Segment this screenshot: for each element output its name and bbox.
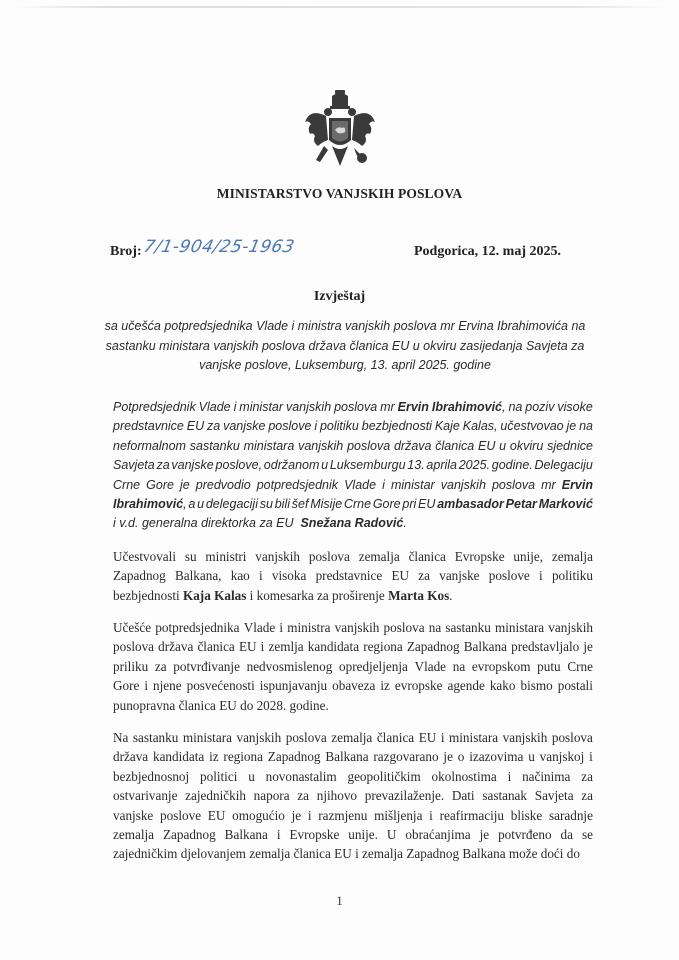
word: je	[291, 807, 302, 823]
word: kandidata	[152, 749, 205, 765]
word: članica	[376, 730, 415, 745]
word: 2025.	[458, 458, 491, 473]
word: ministra	[287, 620, 331, 635]
word: Gore	[146, 477, 174, 492]
word: poslova	[308, 549, 350, 564]
word: delegaciji	[205, 496, 258, 511]
word: kako	[489, 678, 516, 694]
paragraph-line	[113, 747, 593, 766]
word: i	[314, 419, 318, 434]
word: za	[154, 658, 167, 674]
word: agende	[447, 678, 485, 694]
word: EU	[238, 639, 257, 655]
word: unije,	[513, 549, 544, 564]
word: poslove	[268, 419, 312, 434]
word: vanjskih	[285, 400, 332, 414]
word: ministri	[205, 549, 247, 564]
word: poslova	[113, 639, 155, 655]
word: vanjskih	[440, 477, 486, 492]
paragraph-discussion	[113, 728, 593, 864]
word: sastanku	[189, 438, 240, 453]
word: je	[479, 826, 490, 842]
word: sastanku	[445, 620, 491, 635]
word: i	[539, 568, 543, 584]
word: načinima	[522, 768, 571, 784]
word: omogućio	[232, 807, 285, 823]
word: Zapadnog	[162, 826, 216, 842]
word: potpredsjednika	[155, 620, 240, 635]
paragraph-line	[113, 637, 593, 656]
word: EU	[478, 438, 496, 453]
word: i	[440, 730, 445, 745]
word: Vlade	[243, 620, 276, 635]
word: poslove	[488, 568, 530, 584]
paragraph-line: i v.d. generalna direktorka za EU Snežana Radović.	[113, 516, 407, 531]
paragraph-line	[113, 728, 593, 747]
word: i	[429, 807, 433, 823]
paragraph-line: bezbjednosti Kaja Kalas i komesarka za proširenje Marta Kos.	[113, 587, 453, 603]
word: saradnje	[549, 807, 593, 823]
word: razmjenu	[318, 807, 368, 823]
word: putu	[537, 658, 561, 674]
word: na	[428, 620, 442, 635]
word: 13.	[407, 458, 425, 473]
word: su	[259, 496, 273, 511]
word: poslove	[160, 807, 202, 823]
word: zemalja	[358, 549, 400, 564]
word: postali	[557, 678, 593, 694]
word: godine.	[491, 458, 533, 473]
subtitle-line: sastanku ministara vanjskih poslova država članica EU u okviru zasijedanja Savjeta za	[105, 338, 585, 353]
word: i	[144, 678, 149, 694]
word: Zapadnog	[406, 639, 460, 655]
word: i	[507, 768, 512, 784]
word: vanjskih	[255, 549, 300, 564]
word: priliku	[113, 658, 149, 674]
paragraph-line	[113, 476, 593, 495]
subtitle-line: sa učešća potpredsjednika Vlade i ministra vanjskih poslova mr Ervina Ibrahimovića na	[104, 319, 586, 333]
word: mišljenja	[374, 807, 423, 823]
word: evropske	[394, 678, 443, 694]
word: poslove,	[215, 458, 263, 473]
paragraph-line	[113, 657, 593, 676]
paragraph-line	[113, 825, 593, 844]
word: ministara	[243, 438, 295, 453]
word: U	[386, 826, 397, 842]
word: Evropske	[289, 826, 340, 842]
word: Savjeta	[534, 788, 574, 804]
word: na	[508, 400, 523, 414]
word: visoka	[271, 568, 307, 584]
word: članica	[408, 549, 446, 564]
word: predvodio	[195, 477, 251, 492]
word: sjednice	[547, 438, 593, 453]
word: zemalja	[113, 826, 154, 842]
word: Vlade	[198, 400, 231, 414]
word: za	[581, 768, 593, 784]
word: o	[457, 749, 465, 765]
word: za	[156, 458, 170, 473]
word: poziv	[525, 400, 555, 414]
subtitle-line: vanjske poslove, Luksemburg, 13. april 2025. godine	[199, 358, 491, 372]
word: EU	[418, 730, 437, 745]
word: Savjeta	[113, 458, 155, 473]
word: Učestvovali	[113, 549, 176, 564]
word: zemalja	[551, 549, 593, 564]
word: prevazilaženje.	[364, 788, 445, 804]
word: zemlja	[268, 639, 304, 655]
word: njihovo	[316, 788, 358, 804]
word: država	[158, 639, 194, 655]
word: predstavljalo	[511, 639, 580, 655]
word: država	[393, 438, 432, 453]
word: je	[566, 419, 577, 434]
paragraph-intro	[113, 398, 593, 534]
word: Ibrahimović,	[431, 400, 506, 414]
word: Ervin	[397, 400, 429, 414]
word: potpredsjednik	[256, 477, 339, 492]
scan-artifact	[10, 6, 669, 8]
word: za	[581, 788, 593, 804]
word: posvećenosti	[186, 678, 255, 694]
word: za	[207, 419, 221, 434]
word: Balkana,	[174, 568, 222, 584]
word: obaveza	[332, 678, 376, 694]
word: napora	[253, 788, 290, 804]
word: i	[307, 807, 312, 823]
word: za	[418, 568, 430, 584]
word: Vlade	[414, 658, 447, 674]
document-title: Izvještaj	[313, 289, 366, 304]
paragraph-line	[113, 417, 593, 436]
word: kao	[230, 568, 250, 584]
document-subtitle	[100, 317, 590, 376]
word: poslova	[491, 477, 536, 492]
reference-label: Broj:	[110, 244, 142, 259]
word: ispunjavanju	[259, 678, 328, 694]
word: ministara	[182, 730, 232, 745]
word: Balkana	[325, 749, 369, 765]
word: reafirmaciju	[439, 807, 505, 823]
word: u	[321, 458, 329, 473]
word: je	[583, 639, 593, 655]
paragraph-line	[113, 566, 593, 585]
word: članica	[197, 639, 235, 655]
word: Kalas,	[462, 419, 498, 434]
paragraph-line	[113, 786, 593, 805]
word: politici	[200, 768, 238, 784]
word: je	[443, 749, 453, 765]
word: ambasador	[437, 496, 504, 511]
word: na	[579, 419, 593, 434]
word: Učešće	[113, 620, 152, 635]
word: novonastalim	[265, 768, 337, 784]
page-number: 1	[336, 893, 343, 908]
word: potvrđeno	[498, 826, 552, 842]
word: EU	[186, 419, 205, 434]
word: Petar	[505, 496, 537, 511]
word: Luksemburgu	[329, 458, 406, 473]
word: učestvovao	[500, 419, 564, 434]
word: bismo	[520, 678, 553, 694]
word: Gore	[372, 496, 401, 511]
word: ministara	[449, 730, 499, 745]
paragraph-line	[113, 437, 593, 456]
word: EU	[207, 807, 226, 823]
word: nedvosmislenog	[246, 658, 333, 674]
word: politiku	[319, 419, 359, 434]
word: i	[276, 826, 281, 842]
place-date: Podgorica, 12. maj 2025.	[414, 244, 561, 259]
word: i	[259, 568, 263, 584]
word: vanjskih	[334, 620, 380, 635]
word: njene	[153, 678, 182, 694]
word: ostvarivanje	[113, 788, 178, 804]
word: bliske	[510, 807, 543, 823]
ministry-name: MINISTARSTVO VANJSKIH POSLOVA	[216, 186, 463, 201]
word: Crne	[567, 658, 593, 674]
word: ministar	[239, 400, 284, 414]
word: Na	[113, 730, 129, 745]
word: i	[382, 477, 385, 492]
word: je	[179, 477, 190, 492]
word: i	[589, 749, 593, 765]
word: Zapadnog	[113, 568, 166, 584]
word: ministara	[495, 620, 545, 635]
word: iz	[209, 749, 219, 765]
handwritten-reference-value: 7/1-904/25-1963	[141, 237, 296, 257]
word: EU	[418, 496, 436, 511]
word: i	[233, 400, 237, 414]
word: potvrđivanje	[173, 658, 240, 674]
word: vanjskih	[502, 730, 548, 745]
word: izazovima	[469, 749, 524, 765]
word: sastanku	[132, 730, 179, 745]
paragraph-line: punopravna članica EU do 2028. godine.	[113, 697, 329, 713]
word: članica	[435, 438, 475, 453]
word: razgovarano	[373, 749, 439, 765]
word: okviru	[509, 438, 544, 453]
paragraph-significance	[113, 618, 593, 715]
word: unije.	[348, 826, 378, 842]
paragraph-participants	[113, 547, 593, 605]
word: mr	[380, 400, 395, 414]
word: održanom	[263, 458, 320, 473]
word: Marković	[538, 496, 593, 511]
word: Potpredsjednik	[113, 400, 196, 414]
word: vanjske	[223, 419, 266, 434]
word: zajedničkih	[185, 788, 246, 804]
word: i	[260, 639, 265, 655]
word: kandidata	[307, 639, 360, 655]
word: opredjeljenja	[339, 658, 408, 674]
word: Crne	[343, 496, 372, 511]
word: pri	[402, 496, 417, 511]
word: šef	[291, 496, 309, 511]
word: na	[452, 658, 466, 674]
word: Evropske	[454, 549, 505, 564]
reference-number	[110, 237, 296, 260]
word: bezbjednosti	[361, 419, 432, 434]
word: EU	[391, 568, 410, 584]
word: Kaje	[434, 419, 460, 434]
word: vanjske	[171, 458, 214, 473]
word: vanjskih	[548, 620, 593, 635]
word: regiona	[363, 639, 403, 655]
word: vanjske	[439, 568, 480, 584]
word: vanjske	[113, 807, 154, 823]
word: u	[248, 768, 255, 784]
word: vanjskoj	[539, 749, 585, 765]
word: evropskom	[471, 658, 531, 674]
word: bili	[274, 496, 291, 511]
word: ministar	[390, 477, 435, 492]
word: Ervin	[561, 477, 593, 492]
word: i	[279, 620, 284, 635]
word: Misije	[310, 496, 343, 511]
word: neformalnom	[113, 438, 186, 453]
paragraph-line	[113, 767, 593, 786]
word: mr	[541, 477, 556, 492]
word: Delegaciju	[534, 458, 593, 473]
word: vanjskih	[236, 730, 282, 745]
word: u	[197, 496, 205, 511]
word: poslova	[383, 620, 425, 635]
word: u	[499, 438, 507, 453]
paragraph-line	[113, 618, 593, 637]
word: predstavnice	[113, 419, 184, 434]
paragraph-line	[113, 398, 593, 417]
word: a	[188, 496, 196, 511]
word: Balkana	[463, 639, 507, 655]
word: zemalja	[331, 730, 373, 745]
word: poslova	[347, 438, 391, 453]
word: obraćanjima	[405, 826, 471, 842]
word: za	[297, 788, 309, 804]
word: da	[560, 826, 573, 842]
coat-of-arms-icon	[302, 88, 378, 180]
word: Dati	[451, 788, 475, 804]
paragraph-line	[113, 547, 593, 566]
word: aprila	[426, 458, 457, 473]
paragraph-line	[113, 806, 593, 825]
word: vanjskih	[298, 438, 344, 453]
word: sastanak	[482, 788, 528, 804]
word: poslova	[551, 730, 593, 745]
word: Ibrahimović,	[113, 496, 187, 511]
word: Gore	[113, 678, 140, 694]
word: geopolitičkim	[347, 768, 421, 784]
word: Crne	[113, 477, 141, 492]
paragraph-line	[113, 456, 593, 475]
paragraph-line	[113, 495, 593, 514]
word: okolnostima	[431, 768, 497, 784]
word: se	[581, 826, 593, 842]
word: iz	[380, 678, 390, 694]
word: politiku	[551, 568, 593, 584]
word: predstavnice	[315, 568, 383, 584]
paragraph-line	[113, 676, 593, 695]
word: u	[528, 749, 535, 765]
word: regiona	[223, 749, 263, 765]
word: Vlade	[344, 477, 377, 492]
word: Zapadnog	[267, 749, 321, 765]
word: država	[113, 749, 149, 765]
word: poslova	[334, 400, 378, 414]
paragraph-line: zajedničkim djelovanjem zemalja članica EU i zemalja Zapadnog Balkana može doći do	[113, 846, 580, 862]
word: Balkana	[224, 826, 268, 842]
word: poslova	[285, 730, 327, 745]
word: bezbjednosnoj	[113, 768, 190, 784]
word: su	[184, 549, 197, 564]
word: visoke	[557, 400, 593, 414]
